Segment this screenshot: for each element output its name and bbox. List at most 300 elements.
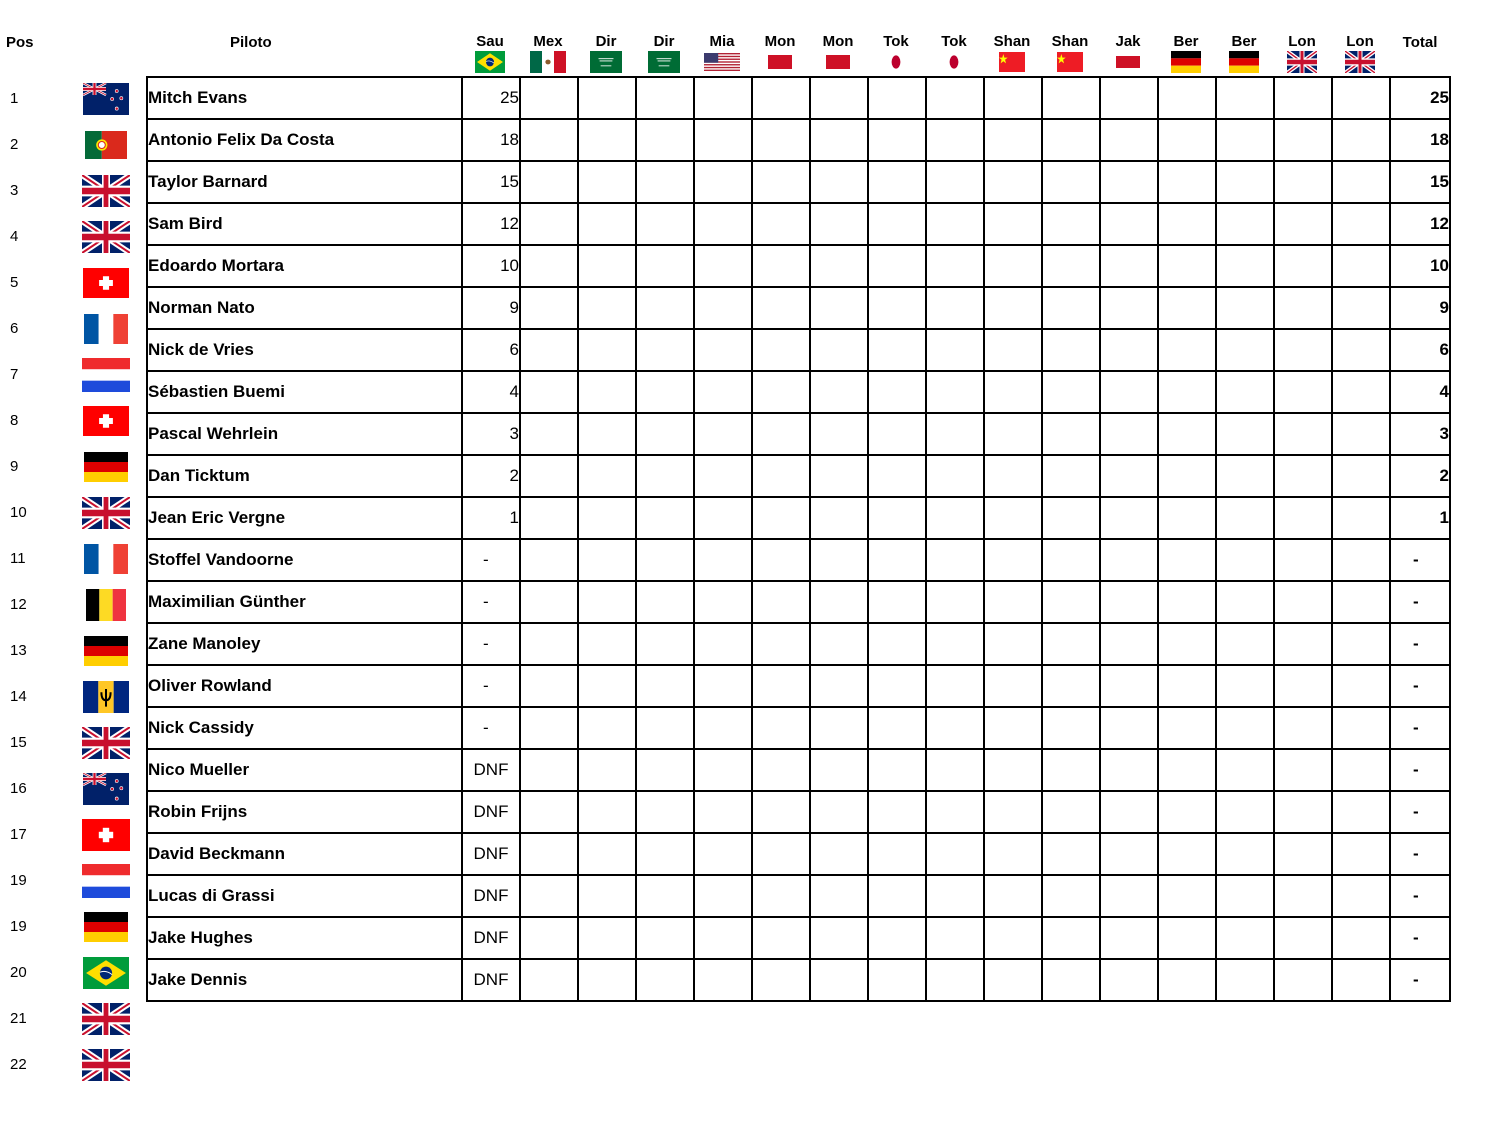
empty-race-cell [1332, 539, 1390, 581]
empty-race-cell [926, 245, 984, 287]
germany-flag-icon [1157, 51, 1215, 73]
empty-race-cell [1100, 623, 1158, 665]
empty-race-cell [810, 539, 868, 581]
empty-race-cell [1274, 161, 1332, 203]
header-pos: Pos [6, 34, 34, 51]
empty-race-cell [1332, 161, 1390, 203]
total-points: 15 [1390, 161, 1450, 203]
empty-race-cell [520, 791, 578, 833]
empty-race-cell [926, 539, 984, 581]
position-label: 2 [10, 136, 19, 153]
empty-race-cell [1274, 119, 1332, 161]
empty-race-cell [1332, 455, 1390, 497]
empty-race-cell [1100, 119, 1158, 161]
empty-race-cell [1216, 539, 1274, 581]
driver-name: Jake Hughes [147, 917, 462, 959]
empty-race-cell [752, 413, 810, 455]
position-label: 4 [10, 228, 19, 245]
sau-points: 4 [462, 371, 520, 413]
empty-race-cell [868, 413, 926, 455]
empty-race-cell [694, 749, 752, 791]
uk-flag-icon [82, 497, 130, 529]
race-label: Jak [1115, 33, 1141, 50]
driver-name: Robin Frijns [147, 791, 462, 833]
empty-race-cell [1158, 413, 1216, 455]
driver-name: Sébastien Buemi [147, 371, 462, 413]
empty-race-cell [926, 203, 984, 245]
driver-row [147, 959, 1450, 1001]
driver-name: Sam Bird [147, 203, 462, 245]
empty-race-cell [926, 497, 984, 539]
sau-points: DNF [462, 791, 520, 833]
empty-race-cell [578, 455, 636, 497]
empty-race-cell [1216, 245, 1274, 287]
driver-name: Dan Ticktum [147, 455, 462, 497]
empty-race-cell [578, 623, 636, 665]
position-label: 19 [10, 918, 27, 935]
driver-row [147, 623, 1450, 665]
empty-race-cell [984, 623, 1042, 665]
driver-row [147, 833, 1450, 875]
driver-name: Maximilian Günther [147, 581, 462, 623]
empty-race-cell [810, 287, 868, 329]
empty-race-cell [694, 161, 752, 203]
empty-race-cell [636, 665, 694, 707]
standings-table [146, 76, 1451, 1002]
empty-race-cell [1332, 329, 1390, 371]
empty-race-cell [1332, 497, 1390, 539]
empty-race-cell [694, 917, 752, 959]
empty-race-cell [1216, 917, 1274, 959]
brazil-flag-icon [461, 51, 519, 73]
total-points: 10 [1390, 245, 1450, 287]
empty-race-cell [520, 833, 578, 875]
total-points: 9 [1390, 287, 1450, 329]
total-points: - [1390, 539, 1450, 581]
total-points: - [1390, 875, 1450, 917]
empty-race-cell [1042, 329, 1100, 371]
empty-race-cell [810, 875, 868, 917]
empty-race-cell [1274, 665, 1332, 707]
empty-race-cell [868, 119, 926, 161]
empty-race-cell [1158, 119, 1216, 161]
empty-race-cell [636, 497, 694, 539]
empty-race-cell [578, 245, 636, 287]
empty-race-cell [578, 875, 636, 917]
sau-points: - [462, 539, 520, 581]
empty-race-cell [926, 119, 984, 161]
position-label: 15 [10, 734, 27, 751]
driver-name: Mitch Evans [147, 77, 462, 119]
empty-race-cell [810, 791, 868, 833]
empty-race-cell [752, 161, 810, 203]
driver-row [147, 161, 1450, 203]
empty-race-cell [1042, 791, 1100, 833]
empty-race-cell [926, 959, 984, 1001]
empty-race-cell [1100, 833, 1158, 875]
total-points: - [1390, 833, 1450, 875]
empty-race-cell [1332, 119, 1390, 161]
empty-race-cell [1216, 707, 1274, 749]
empty-race-cell [984, 665, 1042, 707]
empty-race-cell [810, 959, 868, 1001]
empty-race-cell [520, 119, 578, 161]
race-label: Dir [653, 33, 675, 50]
empty-race-cell [868, 329, 926, 371]
empty-race-cell [636, 455, 694, 497]
empty-race-cell [1216, 791, 1274, 833]
empty-race-cell [578, 371, 636, 413]
empty-race-cell [1216, 161, 1274, 203]
position-label: 21 [10, 1010, 27, 1027]
empty-race-cell [1216, 623, 1274, 665]
sau-points: 1 [462, 497, 520, 539]
empty-race-cell [1216, 875, 1274, 917]
empty-race-cell [578, 77, 636, 119]
belgium-flag-icon [82, 589, 130, 621]
empty-race-cell [1158, 287, 1216, 329]
empty-race-cell [1100, 665, 1158, 707]
sau-points: DNF [462, 875, 520, 917]
empty-race-cell [1042, 665, 1100, 707]
mexico-flag-icon [519, 51, 577, 73]
empty-race-cell [752, 77, 810, 119]
total-points: - [1390, 749, 1450, 791]
empty-race-cell [1274, 497, 1332, 539]
empty-race-cell [810, 245, 868, 287]
empty-race-cell [1042, 203, 1100, 245]
empty-race-cell [1158, 245, 1216, 287]
empty-race-cell [926, 77, 984, 119]
uk-flag-icon [1273, 51, 1331, 73]
empty-race-cell [868, 77, 926, 119]
empty-race-cell [1274, 287, 1332, 329]
empty-race-cell [810, 665, 868, 707]
empty-race-cell [1158, 917, 1216, 959]
empty-race-cell [1100, 371, 1158, 413]
sau-points: DNF [462, 959, 520, 1001]
empty-race-cell [1042, 539, 1100, 581]
empty-race-cell [578, 539, 636, 581]
empty-race-cell [1042, 875, 1100, 917]
empty-race-cell [636, 203, 694, 245]
uk-flag-icon [82, 1003, 130, 1035]
empty-race-cell [1042, 497, 1100, 539]
empty-race-cell [578, 791, 636, 833]
driver-name: Antonio Felix Da Costa [147, 119, 462, 161]
empty-race-cell [1332, 203, 1390, 245]
driver-name: Oliver Rowland [147, 665, 462, 707]
sau-points: 9 [462, 287, 520, 329]
empty-race-cell [636, 581, 694, 623]
empty-race-cell [1100, 959, 1158, 1001]
empty-race-cell [1274, 77, 1332, 119]
empty-race-cell [1100, 455, 1158, 497]
empty-race-cell [984, 749, 1042, 791]
race-label: Dir [595, 33, 617, 50]
empty-race-cell [868, 707, 926, 749]
empty-race-cell [1216, 413, 1274, 455]
empty-race-cell [926, 329, 984, 371]
empty-race-cell [752, 329, 810, 371]
germany-flag-icon [82, 911, 130, 943]
empty-race-cell [984, 77, 1042, 119]
race-header-9 [983, 34, 1041, 73]
race-header-11 [1099, 34, 1157, 73]
empty-race-cell [752, 119, 810, 161]
position-label: 10 [10, 504, 27, 521]
empty-race-cell [694, 455, 752, 497]
driver-row [147, 791, 1450, 833]
empty-race-cell [984, 707, 1042, 749]
empty-race-cell [984, 875, 1042, 917]
total-points: 3 [1390, 413, 1450, 455]
empty-race-cell [1332, 833, 1390, 875]
empty-race-cell [520, 665, 578, 707]
empty-race-cell [752, 539, 810, 581]
empty-race-cell [752, 833, 810, 875]
sau-points: 6 [462, 329, 520, 371]
uk-flag-icon [82, 221, 130, 253]
germany-flag-icon [82, 635, 130, 667]
driver-row [147, 917, 1450, 959]
empty-race-cell [1158, 77, 1216, 119]
empty-race-cell [1274, 749, 1332, 791]
driver-name: Nick de Vries [147, 329, 462, 371]
empty-race-cell [1216, 203, 1274, 245]
empty-race-cell [1100, 875, 1158, 917]
empty-race-cell [694, 413, 752, 455]
empty-race-cell [984, 203, 1042, 245]
race-label: Sau [476, 33, 504, 50]
total-points: 2 [1390, 455, 1450, 497]
empty-race-cell [984, 455, 1042, 497]
total-points: - [1390, 581, 1450, 623]
empty-race-cell [1100, 749, 1158, 791]
empty-race-cell [636, 917, 694, 959]
empty-race-cell [578, 749, 636, 791]
empty-race-cell [752, 245, 810, 287]
empty-race-cell [636, 749, 694, 791]
empty-race-cell [1274, 455, 1332, 497]
driver-row [147, 539, 1450, 581]
sau-points: DNF [462, 833, 520, 875]
empty-race-cell [1042, 749, 1100, 791]
empty-race-cell [520, 581, 578, 623]
empty-race-cell [1274, 245, 1332, 287]
empty-race-cell [984, 287, 1042, 329]
empty-race-cell [926, 371, 984, 413]
empty-race-cell [636, 413, 694, 455]
empty-race-cell [636, 833, 694, 875]
new-zealand-flag-icon [82, 83, 130, 115]
empty-race-cell [1158, 581, 1216, 623]
uk-flag-icon [82, 1049, 130, 1081]
empty-race-cell [520, 497, 578, 539]
empty-race-cell [926, 707, 984, 749]
empty-race-cell [1332, 707, 1390, 749]
empty-race-cell [926, 875, 984, 917]
empty-race-cell [694, 665, 752, 707]
empty-race-cell [1158, 497, 1216, 539]
uk-flag-icon [82, 175, 130, 207]
empty-race-cell [810, 371, 868, 413]
empty-race-cell [810, 581, 868, 623]
empty-race-cell [810, 77, 868, 119]
driver-name: Jake Dennis [147, 959, 462, 1001]
empty-race-cell [868, 833, 926, 875]
empty-race-cell [810, 749, 868, 791]
empty-race-cell [1216, 959, 1274, 1001]
sau-points: DNF [462, 749, 520, 791]
empty-race-cell [1042, 833, 1100, 875]
race-label: Mia [709, 33, 735, 50]
driver-row [147, 371, 1450, 413]
empty-race-cell [520, 245, 578, 287]
empty-race-cell [520, 455, 578, 497]
position-label: 5 [10, 274, 19, 291]
empty-race-cell [926, 749, 984, 791]
position-label: 13 [10, 642, 27, 659]
empty-race-cell [636, 371, 694, 413]
empty-race-cell [868, 455, 926, 497]
empty-race-cell [694, 539, 752, 581]
germany-flag-icon [1215, 51, 1273, 73]
driver-name: Lucas di Grassi [147, 875, 462, 917]
empty-race-cell [1100, 77, 1158, 119]
empty-race-cell [1332, 413, 1390, 455]
race-label: Mon [764, 33, 796, 50]
race-label: Mex [533, 33, 563, 50]
china-flag-icon [1041, 51, 1099, 73]
empty-race-cell [694, 833, 752, 875]
driver-row [147, 581, 1450, 623]
empty-race-cell [1100, 497, 1158, 539]
empty-race-cell [1042, 119, 1100, 161]
empty-race-cell [1274, 707, 1332, 749]
race-header-0 [461, 34, 519, 73]
empty-race-cell [810, 161, 868, 203]
empty-race-cell [636, 119, 694, 161]
empty-race-cell [868, 497, 926, 539]
empty-race-cell [810, 707, 868, 749]
empty-race-cell [1332, 959, 1390, 1001]
empty-race-cell [694, 791, 752, 833]
empty-race-cell [752, 287, 810, 329]
empty-race-cell [1332, 875, 1390, 917]
empty-race-cell [578, 329, 636, 371]
empty-race-cell [520, 623, 578, 665]
total-points: 1 [1390, 497, 1450, 539]
china-flag-icon [983, 51, 1041, 73]
empty-race-cell [1158, 203, 1216, 245]
race-label: Ber [1231, 33, 1257, 50]
portugal-flag-icon [82, 129, 130, 161]
empty-race-cell [810, 833, 868, 875]
empty-race-cell [1100, 539, 1158, 581]
race-header-13 [1215, 34, 1273, 73]
empty-race-cell [520, 707, 578, 749]
empty-race-cell [578, 959, 636, 1001]
position-label: 7 [10, 366, 19, 383]
empty-race-cell [1332, 371, 1390, 413]
race-header-15 [1331, 34, 1389, 73]
driver-name: Nick Cassidy [147, 707, 462, 749]
empty-race-cell [578, 497, 636, 539]
empty-race-cell [926, 791, 984, 833]
driver-row [147, 245, 1450, 287]
empty-race-cell [1332, 917, 1390, 959]
indonesia-flag-icon [1099, 51, 1157, 73]
sau-points: 25 [462, 77, 520, 119]
position-label: 9 [10, 458, 19, 475]
sau-points: 15 [462, 161, 520, 203]
empty-race-cell [984, 497, 1042, 539]
total-points: 12 [1390, 203, 1450, 245]
empty-race-cell [1332, 749, 1390, 791]
race-label: Ber [1173, 33, 1199, 50]
empty-race-cell [1216, 455, 1274, 497]
empty-race-cell [984, 371, 1042, 413]
empty-race-cell [984, 581, 1042, 623]
empty-race-cell [520, 413, 578, 455]
race-header-1 [519, 34, 577, 73]
empty-race-cell [1100, 581, 1158, 623]
empty-race-cell [1332, 665, 1390, 707]
empty-race-cell [694, 371, 752, 413]
position-label: 3 [10, 182, 19, 199]
driver-row [147, 749, 1450, 791]
empty-race-cell [694, 329, 752, 371]
empty-race-cell [926, 455, 984, 497]
position-label: 6 [10, 320, 19, 337]
empty-race-cell [752, 959, 810, 1001]
empty-race-cell [810, 413, 868, 455]
race-header-2 [577, 34, 635, 73]
empty-race-cell [868, 959, 926, 1001]
driver-row [147, 287, 1450, 329]
empty-race-cell [1274, 917, 1332, 959]
empty-race-cell [1100, 917, 1158, 959]
empty-race-cell [636, 77, 694, 119]
empty-race-cell [1042, 245, 1100, 287]
empty-race-cell [636, 287, 694, 329]
empty-race-cell [984, 917, 1042, 959]
empty-race-cell [520, 539, 578, 581]
empty-race-cell [578, 287, 636, 329]
sau-points: - [462, 665, 520, 707]
new-zealand-flag-icon [82, 773, 130, 805]
empty-race-cell [520, 749, 578, 791]
race-header-14 [1273, 34, 1331, 73]
position-label: 8 [10, 412, 19, 429]
race-label: Tok [883, 33, 909, 50]
empty-race-cell [1274, 329, 1332, 371]
empty-race-cell [636, 623, 694, 665]
total-points: 6 [1390, 329, 1450, 371]
empty-race-cell [520, 161, 578, 203]
empty-race-cell [1332, 287, 1390, 329]
position-label: 14 [10, 688, 27, 705]
empty-race-cell [1274, 833, 1332, 875]
driver-row [147, 665, 1450, 707]
brazil-flag-icon [82, 957, 130, 989]
total-points: - [1390, 665, 1450, 707]
empty-race-cell [984, 329, 1042, 371]
sau-points: 18 [462, 119, 520, 161]
empty-race-cell [810, 455, 868, 497]
saudi-flag-icon [635, 51, 693, 73]
